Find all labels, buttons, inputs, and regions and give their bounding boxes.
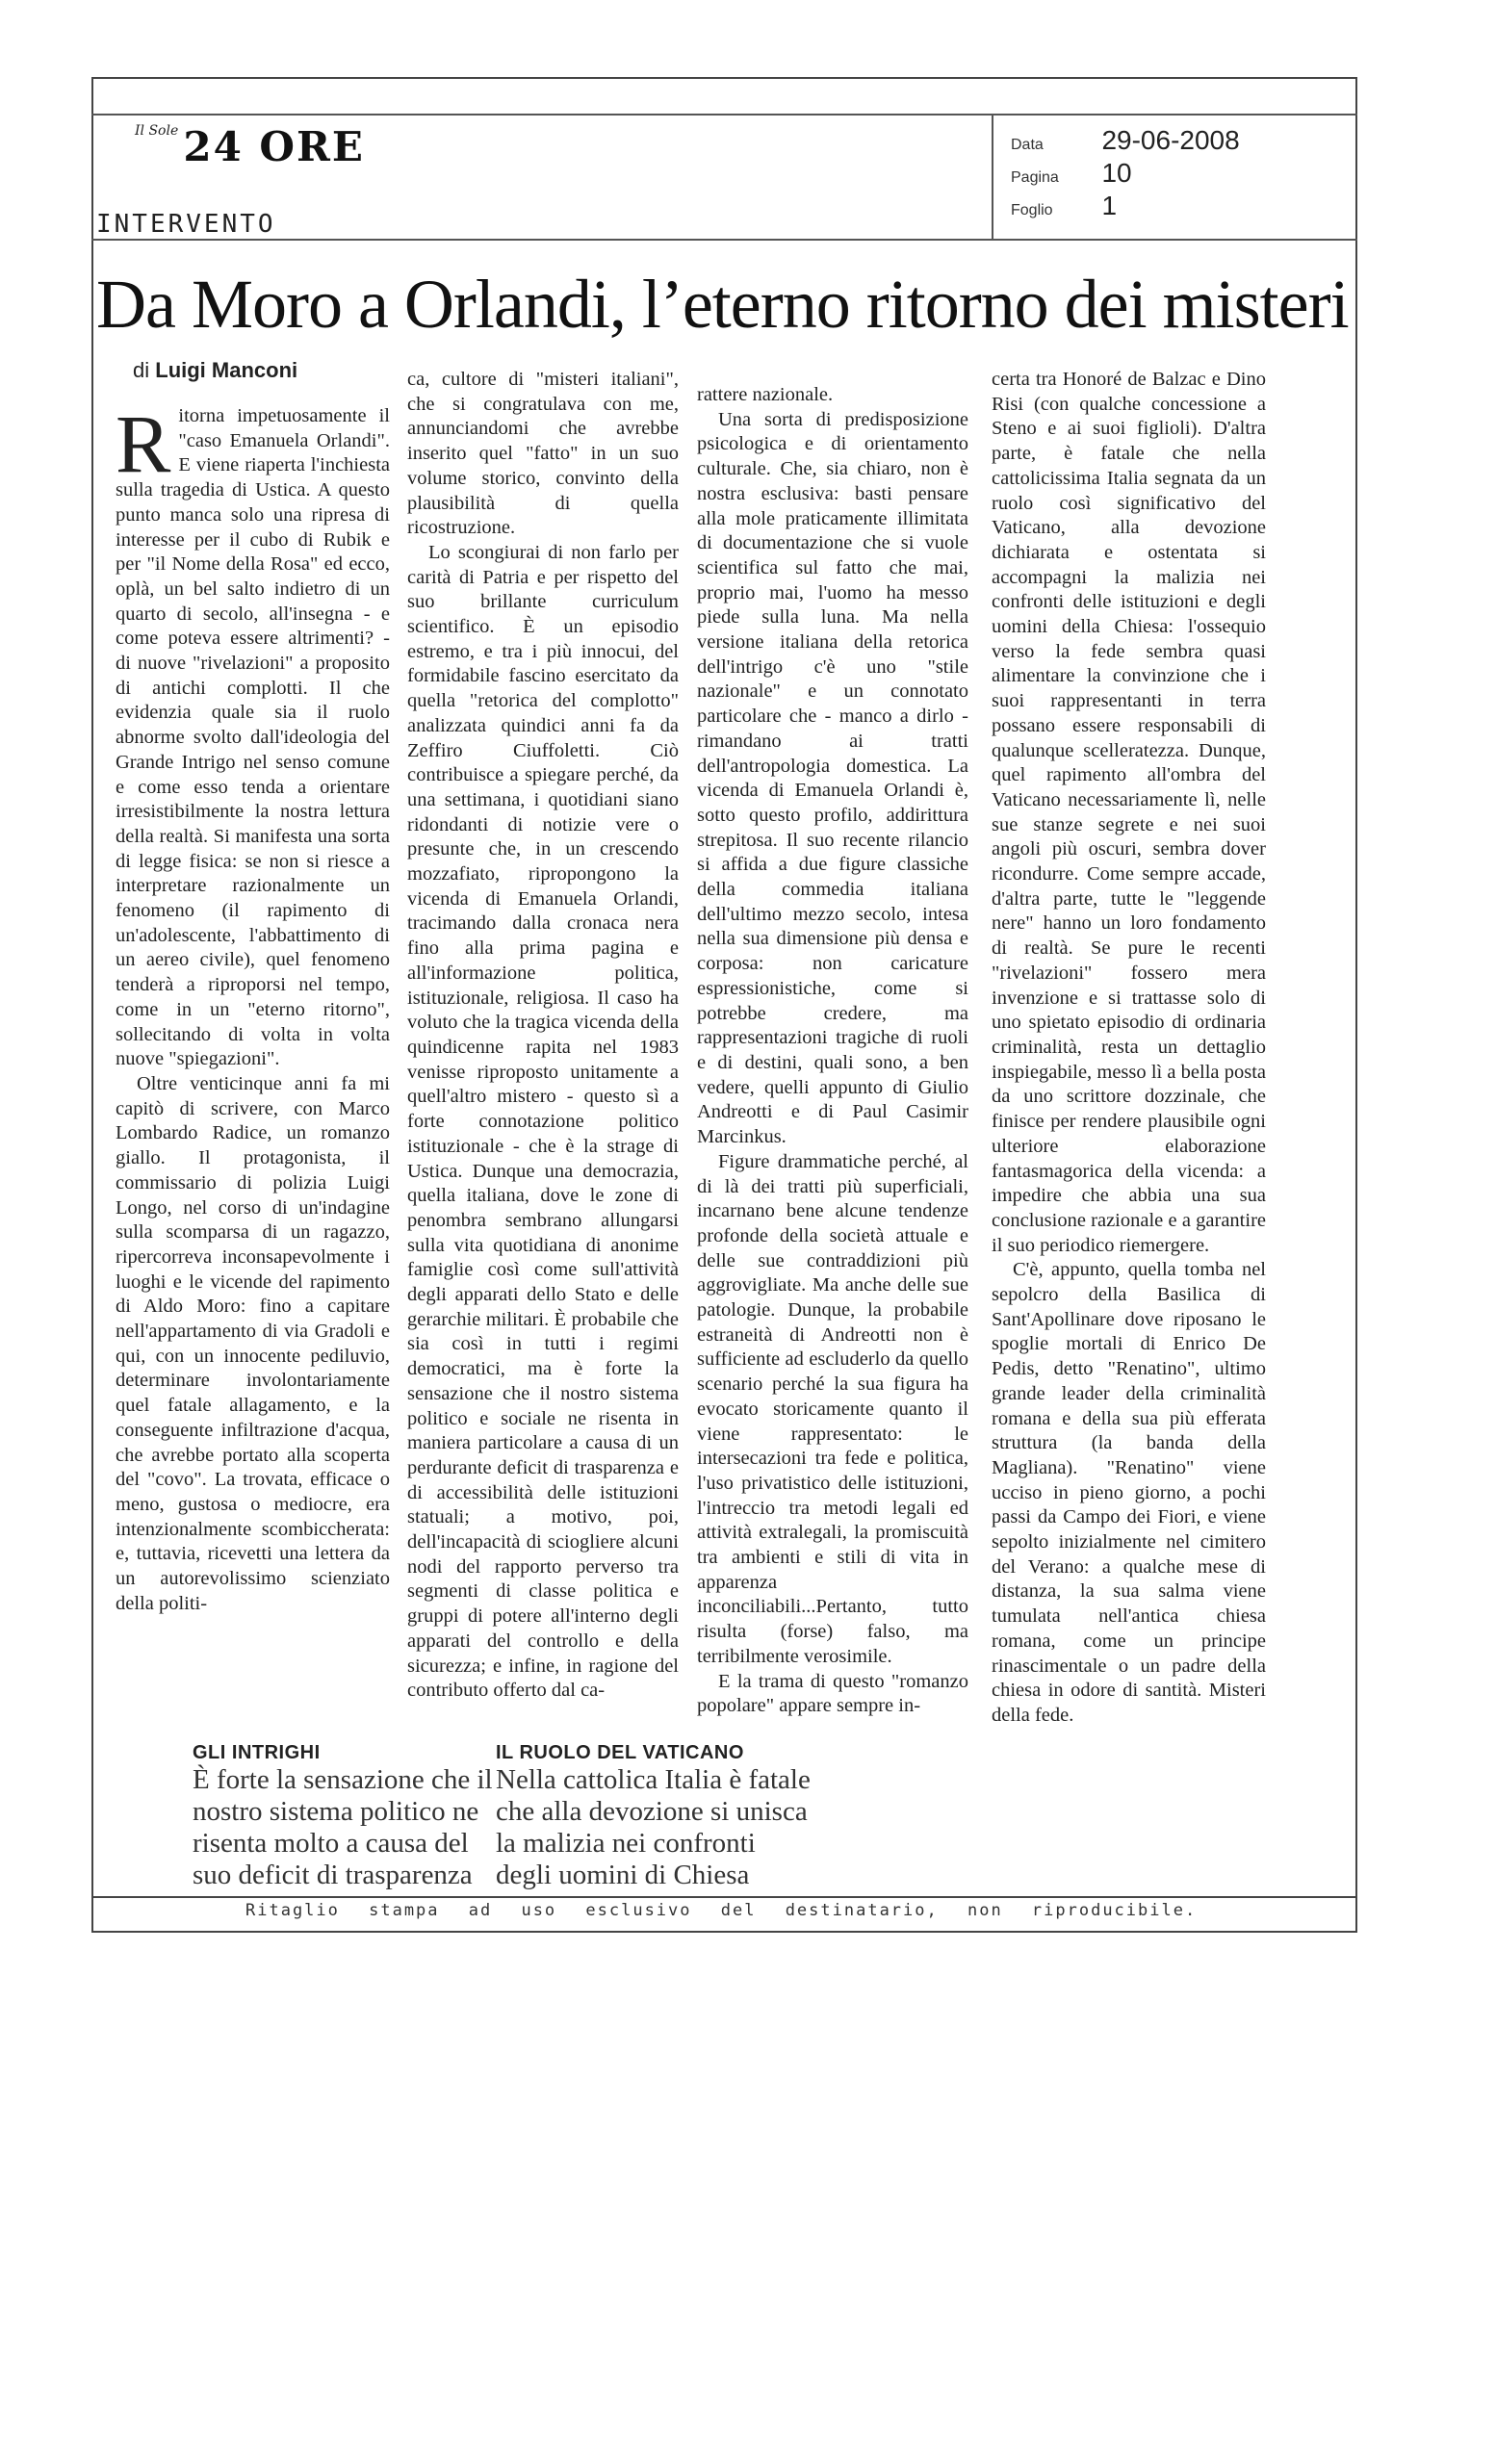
paragraph: rattere nazionale. bbox=[697, 384, 834, 405]
paragraph: Figure drammatiche perché, al di là dei tratti più superficiali, incarnano bene alcune tendenze profonde della società attuale e delle sue contraddizioni più aggrovigliate. Ma anche delle sue patologie. Dunque, la probabile estraneità di Andreotti non è sufficiente ad escluderlo da quello scenario perché la sua figura ha evocato storicamente quanto il viene rappresentato: le intersecazioni tra fede e politica, l'uso privatistico delle istituzioni, l'intreccio tra metodi legali ed attività extralegali, la promiscuità tra ambienti e stili di vita in apparenza inconciliabili...Pertanto, tutto risulta (forse) falso, ma terribilmente verosimile. bbox=[697, 1150, 968, 1667]
paragraph bbox=[116, 398, 390, 1072]
headline: Da Moro a Orlandi, l’eterno ritorno dei misteri bbox=[96, 266, 1349, 343]
paragraph: E la trama di questo "romanzo popolare" appare sempre in- bbox=[697, 1670, 968, 1717]
pullquote-vaticano bbox=[496, 1742, 813, 1891]
article-column-3 bbox=[697, 383, 968, 1719]
paragraph: certa tra Honoré de Balzac e Dino Risi (con qualche concessione a Steno e ai suoi figlioli). D'altra parte, è fatale che nella cattolicissima Italia segnata da un ruolo così significativo del Vaticano, alla devozione dichiarata e ostentata si accompagni la malizia nei confronti delle istituzioni e degli uomini della Chiesa: l'ossequio verso la fede sembra quasi alimentare la convinzione che i suoi rappresentanti in terra possano essere responsabili di qualunque scelleratezza. Dunque, quel rapimento all'ombra del Vaticano necessariamente lì, nelle sue stanze segrete e nei suoi angoli più oscuri, sembra dover ricondurre. Come sempre accade, d'altra parte, tutte le "leggende nere" hanno un loro fondamento di realtà. Se pure le recenti "rivelazioni" fossero mera invenzione e si trattasse solo di uno spietato episodio di ordinaria criminalità, resta un dettaglio inspiegabile, messo lì a bella posta da uno scrittore dozzinale, che finisce per rendere plausibile ogni ulteriore elaborazione fantasmagorica della vicenda: a impedire che abbia una sua conclusione razionale e a garantire il suo periodico riemergere. bbox=[992, 369, 1266, 1256]
page-label: Pagina bbox=[1011, 169, 1059, 186]
masthead-big: 24 ORE bbox=[183, 123, 365, 170]
meta-box bbox=[992, 114, 1359, 239]
pullquote-title: IL RUOLO DEL VATICANO bbox=[496, 1742, 744, 1763]
article-column-4 bbox=[992, 368, 1266, 1729]
article-column-1 bbox=[116, 398, 390, 1616]
section-label: INTERVENTO bbox=[96, 210, 276, 239]
paragraph-text: itorna impetuosamente il "caso Emanuela Orlandi". E viene riaperta l'inchiesta sulla tragedia di Ustica. A questo punto manca solo una ripresa di interesse per il cubo di Rubik e per "il Nome della Rosa" ed ecco, oplà, un bel salto indietro di un quarto di secolo, all'insegna - e come poteva essere altrimenti? - di nuove "rivelazioni" a proposito di antichi complotti. Il che evidenzia quale sia il ruolo abnorme svolto dall'ideologia del Grande Intrigo nel senso comune e come esso tenda a orientare irresistibilmente la nostra lettura della realtà. Si manifesta una sorta di legge fisica: se non si riesce a interpretare razionalmente un fenomeno (il rapimento di un'adolescente, l'abbattimento di un aereo civile), quel fenomeno tenderà a riproporsi nel tempo, come in un "eterno ritorno", sollecitando di volta in volta nuove "spiegazioni". bbox=[116, 405, 390, 1070]
byline-prefix: di bbox=[133, 358, 150, 382]
sheet-value: 1 bbox=[1101, 191, 1118, 220]
paragraph: Lo scongiurai di non farlo per carità di Patria e per rispetto del suo brillante curriculum scientifico. È un episodio estremo, e tra i più innocui, del formidabile fascino esercitato da quella "retorica del complotto" analizzata quindici anni fa da Zeffiro Ciuffoletti. Ciò contribuisce a spiegare perché, da una settimana, i quotidiani siano ridondanti di notizie vere o presunte che, in un crescendo mozzafiato, ripropongono la vicenda di Emanuela Orlandi, tracimando dalla cronaca nera fino alla prima pagina e all'informazione politica, istituzionale, religiosa. Il caso ha voluto che la tragica vicenda della quindicenne rapita nel 1983 venisse riproposto unitamente a quell'altro mistero - questo sì a forte connotazione politico istituzionale - che è la strage di Ustica. Dunque una democrazia, quella italiana, dove le zone di penombra sembrano allungarsi sulla vita quotidiana di anonime famiglie così come sull'attività degli apparati dello Stato e delle gerarchie militari. È probabile che sia così in tutti i regimi democratici, ma è forte la sensazione che il nostro sistema politico e sociale ne risenta in maniera particolare a causa di un perdurante deficit di trasparenza e di accessibilità delle istituzioni statuali; a motivo, poi, dell'incapacità di sciogliere alcuni nodi del rapporto perverso tra segmenti di classe politica e gruppi di potere all'interno degli apparati del controllo e della sicurezza; e infine, in ragione del contributo offerto dal ca- bbox=[407, 541, 679, 1702]
page-value: 10 bbox=[1101, 158, 1132, 188]
paragraph: ca, cultore di "misteri italiani", che si congratulava con me, annunciandomi che avrebbe inserito quel "fatto" in un suo volume storico, convinto della plausibilità di quella ricostruzione. bbox=[407, 369, 679, 539]
pullquote-title: GLI INTRIGHI bbox=[193, 1742, 321, 1763]
footer-rule bbox=[91, 1896, 1357, 1898]
pullquote-text: È forte la sensazione che il nostro sistema politico ne risenta molto a causa del suo deficit di trasparenza bbox=[193, 1764, 493, 1890]
date-label: Data bbox=[1011, 137, 1044, 153]
drop-cap: R bbox=[116, 398, 171, 490]
header-bottom-rule bbox=[91, 239, 1357, 241]
article-column-2 bbox=[407, 368, 679, 1704]
masthead-small: Il Sole bbox=[135, 123, 179, 139]
date-value: 29-06-2008 bbox=[1101, 125, 1240, 155]
masthead-logo bbox=[135, 123, 365, 170]
sheet-label: Foglio bbox=[1011, 202, 1053, 218]
pullquote-intrighi bbox=[193, 1742, 510, 1891]
pullquote-text: Nella cattolica Italia è fatale che alla devozione si unisca la malizia nei confronti degli uomini di Chiesa bbox=[496, 1764, 811, 1890]
paragraph: C'è, appunto, quella tomba nel sepolcro della Basilica di Sant'Apollinare dove riposano le spoglie mortali di Enrico De Pedis, detto "Renatino", ultimo grande leader della criminalità romana e della sua più efferata struttura (la banda della Magliana). "Renatino" viene ucciso in pieno giorno, a pochi passi da Campo dei Fiori, e viene sepolto inizialmente nel cimitero del Verano: a qualche mese di distanza, la sua salma viene tumulata nell'antica chiesa romana, come un principe rinascimentale o un padre della chiesa in odore di santità. Misteri della fede. bbox=[992, 1259, 1266, 1726]
byline-author: Luigi Manconi bbox=[155, 358, 298, 382]
paragraph: Una sorta di predisposizione psicologica e di orientamento culturale. Che, sia chiaro, non è nostra esclusiva: basti pensare alla mole praticamente illimitata di documentazione che si vuole scientifica sul fatto che mai, proprio mai, l'uomo ha messo piede sulla luna. Ma nella versione italiana della retorica dell'intrigo c'è uno "stile nazionale" e un connotato particolare che - manco a dirlo - rimandano ai tratti dell'antropologia domestica. La vicenda di Emanuela Orlandi è, sotto questo profilo, addirittura strepitosa. Il suo recente rilancio si affida a due figure classiche della commedia italiana dell'ultimo mezzo secolo, intesa nella sua dimensione più densa e corposa: non caricature espressionistiche, come si potrebbe credere, ma rappresentazioni tragiche di ruoli e di destini, quali sono, a ben vedere, quelli appunto di Giulio Andreotti e di Paul Casimir Marcinkus. bbox=[697, 408, 968, 1148]
paragraph: Oltre venticinque anni fa mi capitò di scrivere, con Marco Lombardo Radice, un romanzo giallo. Il protagonista, il commissario di polizia Luigi Longo, nel corso di un'indagine sulla scomparsa di un ragazzo, ripercorreva inconsapevolmente i luoghi e le vicende del rapimento di Aldo Moro: fino a capitare nell'appartamento di via Gradoli e qui, con un innocente pediluvio, determinare involontariamente quel fatale allagamento, e la conseguente infiltrazione d'acqua, che avrebbe portato alla scoperta del "covo". La trovata, efficace o meno, gustosa o mediocre, era intenzionalmente scombiccherata: e, tuttavia, ricevetti una lettera da un autorevolissimo scienziato della politi- bbox=[116, 1072, 390, 1614]
footer-notice: Ritaglio stampa ad uso esclusivo del destinatario, non riproducibile. bbox=[245, 1901, 1198, 1920]
byline bbox=[133, 358, 297, 383]
